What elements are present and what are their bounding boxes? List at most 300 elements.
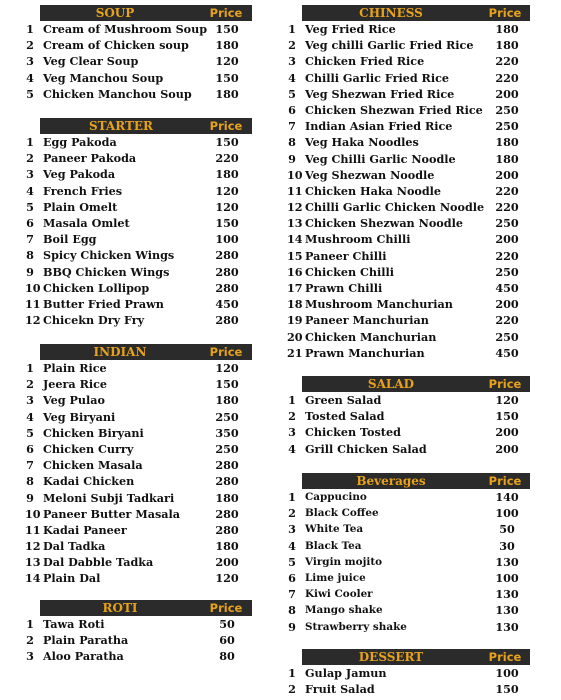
item-price: 100 <box>495 570 519 585</box>
menu-item-row <box>288 570 530 586</box>
item-number: 9 <box>288 151 296 166</box>
menu-item-row <box>26 134 252 150</box>
item-name: Tosted Salad <box>305 409 385 424</box>
item-price: 150 <box>495 409 519 424</box>
starter-section <box>25 118 252 328</box>
item-price: 150 <box>215 377 239 392</box>
menu-item-row <box>287 167 530 183</box>
item-number: 16 <box>287 264 303 279</box>
item-name: Cappucino <box>305 491 367 503</box>
item-name: Chicken Shezwan Noodle <box>305 216 463 231</box>
menu-item-row <box>287 199 530 215</box>
item-name: Gulap Jamun <box>305 666 387 680</box>
item-price: 120 <box>215 361 239 375</box>
item-number: 1 <box>288 490 296 504</box>
item-name: Mango shake <box>305 604 383 617</box>
menu-item-row <box>26 166 252 182</box>
menu-item-row <box>26 490 252 506</box>
item-price: 100 <box>495 506 519 521</box>
item-price: 280 <box>215 313 239 328</box>
item-number: 3 <box>288 425 296 440</box>
item-name: Indian Asian Fried Rice <box>305 119 453 134</box>
item-name: Plain Paratha <box>43 633 129 648</box>
item-number: 3 <box>26 167 34 182</box>
menu-item-row <box>26 457 252 473</box>
item-number: 1 <box>288 22 296 36</box>
item-price: 280 <box>215 280 239 295</box>
item-name: Paneer Chilli <box>305 248 387 263</box>
menu-item-row <box>26 632 252 648</box>
item-price: 30 <box>499 538 515 553</box>
item-name: Egg Pakoda <box>43 135 117 149</box>
item-name: Prawn Chilli <box>305 281 383 295</box>
item-number: 12 <box>287 200 303 215</box>
item-name: White Tea <box>305 523 364 536</box>
item-number: 11 <box>287 183 303 198</box>
menu-item-row <box>26 648 252 664</box>
item-name: Chicken Fried Rice <box>305 54 425 69</box>
item-name: Chicken Lollipop <box>43 280 150 295</box>
item-number: 12 <box>25 539 41 554</box>
item-price: 220 <box>495 70 519 85</box>
item-price: 280 <box>215 522 239 537</box>
item-price: 220 <box>495 313 519 328</box>
item-price: 250 <box>495 119 519 134</box>
price-header: Price <box>488 650 522 664</box>
section-header <box>302 5 530 21</box>
item-price: 450 <box>495 345 519 360</box>
menu-item-row <box>25 280 252 296</box>
item-price: 220 <box>495 54 519 69</box>
menu-item-row <box>288 86 530 102</box>
item-price: 250 <box>495 102 519 117</box>
item-name: Chicken Manchurian <box>305 329 437 344</box>
price-header: Price <box>488 377 522 391</box>
item-name: Mushroom Manchurian <box>305 297 453 312</box>
menu-item-row <box>25 312 252 328</box>
section-title: SOUP <box>95 6 135 20</box>
item-name: Veg Chilli Garlic Noodle <box>305 151 456 166</box>
item-name: Black Tea <box>305 539 362 552</box>
item-name: Green Salad <box>305 393 382 407</box>
item-number: 6 <box>26 441 34 456</box>
item-number: 4 <box>288 441 296 456</box>
item-number: 6 <box>288 102 296 117</box>
item-name: Virgin mojito <box>305 555 383 568</box>
menu-item-row <box>287 329 530 345</box>
item-price: 130 <box>495 603 519 618</box>
item-name: Grill Chicken Salad <box>305 441 427 456</box>
menu-item-row <box>26 183 252 199</box>
item-name: Tawa Roti <box>43 617 105 631</box>
item-number: 1 <box>26 617 34 631</box>
item-price: 200 <box>495 86 519 101</box>
menu-item-row <box>288 118 530 134</box>
menu-item-row <box>287 215 530 231</box>
item-number: 15 <box>287 248 303 263</box>
item-name: Chilli Garlic Chicken Noodle <box>305 200 485 215</box>
item-name: Paneer Manchurian <box>305 313 429 328</box>
item-name: Meloni Subji Tadkari <box>43 490 175 505</box>
menu-item-row <box>288 134 530 150</box>
item-number: 1 <box>26 361 34 375</box>
item-name: Kiwi Cooler <box>305 588 373 601</box>
item-price: 150 <box>215 215 239 230</box>
item-price: 180 <box>215 86 239 101</box>
item-number: 13 <box>25 555 41 570</box>
item-price: 280 <box>215 458 239 473</box>
menu-item-row <box>26 199 252 215</box>
item-number: 2 <box>26 38 34 53</box>
item-name: Veg Shezwan Fried Rice <box>305 86 455 101</box>
item-number: 7 <box>26 458 34 473</box>
menu-item-row <box>287 280 530 296</box>
item-price: 280 <box>215 506 239 521</box>
menu-item-row <box>288 392 530 408</box>
menu-item-row <box>26 37 252 53</box>
item-name: Black Coffee <box>305 507 379 520</box>
item-price: 200 <box>495 167 519 182</box>
item-price: 280 <box>215 248 239 263</box>
item-name: Kadai Chicken <box>43 474 135 489</box>
menu-item-row <box>26 441 252 457</box>
item-price: 220 <box>495 248 519 263</box>
item-number: 21 <box>287 345 303 360</box>
item-name: Veg Clear Soup <box>43 54 139 69</box>
item-number: 1 <box>26 135 34 149</box>
item-number: 5 <box>26 86 34 101</box>
item-name: Lime juice <box>305 571 366 584</box>
menu-item-row <box>26 70 252 86</box>
item-name: Plain Rice <box>43 361 107 375</box>
menu-item-row <box>25 570 252 586</box>
item-price: 250 <box>495 329 519 344</box>
item-name: Chilli Garlic Fried Rice <box>305 70 450 85</box>
menu-item-row <box>288 538 530 554</box>
item-number: 4 <box>26 409 34 424</box>
item-number: 1 <box>288 666 296 680</box>
item-price: 200 <box>215 555 239 570</box>
item-name: Veg Shezwan Noodle <box>305 167 435 182</box>
section-title: INDIAN <box>93 345 147 359</box>
item-price: 80 <box>219 649 235 664</box>
menu-item-row <box>288 489 530 505</box>
menu-item-row <box>288 424 530 440</box>
section-header <box>302 473 530 489</box>
section-header <box>40 600 252 616</box>
item-price: 450 <box>215 296 239 311</box>
item-price: 60 <box>219 633 235 648</box>
item-number: 11 <box>25 296 41 311</box>
item-name: Masala Omlet <box>43 215 130 230</box>
menu-item-row <box>25 506 252 522</box>
item-price: 120 <box>215 199 239 214</box>
menu-item-row <box>287 248 530 264</box>
item-name: Veg Pulao <box>43 393 105 408</box>
menu-item-row <box>287 312 530 328</box>
item-price: 130 <box>495 587 519 602</box>
item-name: Veg Pakoda <box>43 167 116 182</box>
menu-item-row <box>288 151 530 167</box>
roti-section <box>26 600 252 665</box>
item-number: 4 <box>26 70 34 85</box>
item-price: 120 <box>215 54 239 69</box>
item-name: Veg Biryani <box>43 409 116 424</box>
menu-item-row <box>288 441 530 457</box>
item-price: 140 <box>495 490 519 504</box>
chiness-section <box>287 5 530 361</box>
item-number: 3 <box>26 393 34 408</box>
item-number: 7 <box>288 119 296 134</box>
item-price: 350 <box>215 425 239 440</box>
section-header <box>302 649 530 665</box>
item-price: 250 <box>495 216 519 231</box>
menu-item-row <box>26 376 252 392</box>
menu-item-row <box>26 215 252 231</box>
item-number: 2 <box>288 38 296 53</box>
item-price: 180 <box>215 490 239 505</box>
menu-item-row <box>26 473 252 489</box>
item-price: 180 <box>215 167 239 182</box>
item-number: 4 <box>26 183 34 198</box>
item-price: 130 <box>495 554 519 569</box>
item-name: Paneer Butter Masala <box>43 506 181 521</box>
item-number: 10 <box>25 280 41 295</box>
item-price: 180 <box>495 22 519 36</box>
item-price: 100 <box>495 666 519 680</box>
item-price: 250 <box>495 264 519 279</box>
section-header <box>40 118 252 134</box>
item-number: 2 <box>26 151 34 166</box>
item-number: 1 <box>288 393 296 407</box>
menu-item-row <box>26 150 252 166</box>
item-number: 4 <box>288 538 296 553</box>
item-number: 1 <box>26 22 34 36</box>
item-number: 10 <box>287 167 303 182</box>
item-price: 180 <box>495 38 519 53</box>
item-name: Chicken Haka Noodle <box>305 183 442 198</box>
menu-item-row <box>288 37 530 53</box>
menu-item-row <box>26 21 252 37</box>
item-number: 5 <box>26 199 34 214</box>
item-name: French Fries <box>43 183 123 198</box>
price-header: Price <box>488 6 522 20</box>
item-number: 5 <box>288 554 296 569</box>
item-price: 220 <box>215 151 239 166</box>
item-name: Plain Dal <box>43 571 101 586</box>
item-name: Butter Fried Prawn <box>43 296 164 311</box>
item-name: Chicken Tosted <box>305 425 401 440</box>
item-name: Chicken Chilli <box>305 264 395 279</box>
item-name: Chicken Manchou Soup <box>43 86 192 101</box>
item-name: Veg Haka Noodles <box>305 135 419 150</box>
menu-item-row <box>288 70 530 86</box>
item-price: 150 <box>215 135 239 149</box>
item-price: 180 <box>495 135 519 150</box>
menu-item-row <box>287 296 530 312</box>
menu-item-row <box>26 53 252 69</box>
menu-item-row <box>288 53 530 69</box>
item-name: Paneer Pakoda <box>43 151 137 166</box>
item-name: Strawberry shake <box>305 620 407 633</box>
menu-item-row <box>288 681 530 697</box>
item-number: 18 <box>287 297 303 312</box>
item-number: 13 <box>287 216 303 231</box>
item-price: 280 <box>215 264 239 279</box>
price-header: Price <box>488 474 522 488</box>
item-number: 9 <box>26 490 34 505</box>
item-price: 180 <box>215 393 239 408</box>
item-number: 2 <box>288 409 296 424</box>
item-name: Chicken Biryani <box>43 425 144 440</box>
item-name: Veg Fried Rice <box>305 22 396 36</box>
item-price: 180 <box>215 38 239 53</box>
item-number: 8 <box>288 135 296 150</box>
menu-item-row <box>26 392 252 408</box>
item-name: Chicken Shezwan Fried Rice <box>305 102 483 117</box>
item-number: 19 <box>287 313 303 328</box>
item-number: 3 <box>288 54 296 69</box>
item-number: 8 <box>26 248 34 263</box>
item-name: Veg chilli Garlic Fried Rice <box>305 38 474 53</box>
section-title: DESSERT <box>358 650 424 664</box>
price-header: Price <box>209 6 243 20</box>
item-number: 11 <box>25 522 41 537</box>
item-name: Chicken Masala <box>43 458 143 473</box>
item-name: Fruit Salad <box>305 682 375 697</box>
menu-item-row <box>26 360 252 376</box>
item-number: 8 <box>288 603 296 618</box>
item-number: 14 <box>287 232 303 247</box>
item-name: Mushroom Chilli <box>305 232 411 247</box>
item-price: 150 <box>215 22 239 36</box>
menu-item-row <box>288 21 530 37</box>
menu-item-row <box>288 619 530 635</box>
menu-item-row <box>26 231 252 247</box>
item-price: 450 <box>495 281 519 295</box>
menu-item-row <box>287 231 530 247</box>
item-number: 5 <box>288 86 296 101</box>
item-price: 200 <box>495 441 519 456</box>
item-name: Cream of Mushroom Soup <box>43 22 208 36</box>
item-number: 3 <box>26 54 34 69</box>
item-price: 280 <box>215 474 239 489</box>
item-number: 2 <box>288 682 296 697</box>
item-name: Jeera Rice <box>43 377 108 392</box>
menu-item-row <box>288 602 530 618</box>
price-header: Price <box>209 119 243 133</box>
menu-item-row <box>26 86 252 102</box>
menu-item-row <box>25 554 252 570</box>
menu-item-row <box>288 102 530 118</box>
menu-item-row <box>288 665 530 681</box>
item-price: 130 <box>495 619 519 634</box>
item-price: 250 <box>215 409 239 424</box>
section-header <box>40 5 252 21</box>
menu-item-row <box>25 296 252 312</box>
item-name: Spicy Chicken Wings <box>43 248 175 263</box>
item-price: 150 <box>495 682 519 697</box>
item-name: Prawn Manchurian <box>305 345 425 360</box>
item-price: 50 <box>219 617 235 631</box>
item-number: 7 <box>26 232 34 247</box>
menu-item-row <box>287 345 530 361</box>
item-name: Veg Manchou Soup <box>43 70 164 85</box>
item-number: 9 <box>26 264 34 279</box>
menu-item-row <box>26 247 252 263</box>
menu-item-row <box>287 264 530 280</box>
item-price: 250 <box>215 441 239 456</box>
menu-item-row <box>288 586 530 602</box>
indian-section <box>25 344 252 587</box>
item-number: 8 <box>26 474 34 489</box>
item-price: 220 <box>495 200 519 215</box>
item-name: Cream of Chicken soup <box>43 38 189 53</box>
section-header <box>302 376 530 392</box>
menu-item-row <box>26 409 252 425</box>
menu-item-row <box>288 505 530 521</box>
item-number: 9 <box>288 619 296 634</box>
item-number: 6 <box>288 570 296 585</box>
item-number: 6 <box>26 215 34 230</box>
item-name: Chicken Curry <box>43 441 134 456</box>
menu-item-row <box>287 183 530 199</box>
menu-item-row <box>25 522 252 538</box>
item-number: 7 <box>288 587 296 602</box>
item-price: 100 <box>215 232 239 247</box>
item-number: 10 <box>25 506 41 521</box>
item-price: 200 <box>495 425 519 440</box>
menu-item-row <box>288 521 530 537</box>
item-number: 3 <box>26 649 34 664</box>
menu-item-row <box>288 554 530 570</box>
item-number: 12 <box>25 313 41 328</box>
item-number: 2 <box>26 633 34 648</box>
section-title: Beverages <box>356 474 426 488</box>
item-price: 120 <box>495 393 519 407</box>
soup-section <box>26 5 252 102</box>
item-name: Plain Omelt <box>43 199 118 214</box>
item-name: Boil Egg <box>43 232 97 247</box>
menu-item-row <box>26 616 252 632</box>
item-name: Chicekn Dry Fry <box>43 313 145 328</box>
menu-item-row <box>288 408 530 424</box>
item-name: Aloo Paratha <box>43 649 124 664</box>
section-header <box>40 344 252 360</box>
item-price: 180 <box>495 151 519 166</box>
section-title: STARTER <box>88 119 154 133</box>
item-price: 220 <box>495 183 519 198</box>
item-price: 180 <box>215 539 239 554</box>
section-title: SALAD <box>367 377 415 391</box>
section-title: ROTI <box>102 601 138 615</box>
menu-item-row <box>26 264 252 280</box>
item-number: 2 <box>288 506 296 521</box>
item-price: 200 <box>495 232 519 247</box>
item-number: 17 <box>287 281 303 295</box>
item-name: Dal Tadka <box>43 539 106 554</box>
menu-item-row <box>25 538 252 554</box>
item-number: 20 <box>287 329 303 344</box>
menu-item-row <box>26 425 252 441</box>
item-price: 200 <box>495 297 519 312</box>
item-price: 120 <box>215 183 239 198</box>
price-header: Price <box>209 601 243 615</box>
price-header: Price <box>209 345 243 359</box>
item-number: 3 <box>288 522 296 537</box>
beverages-section <box>288 473 530 635</box>
item-price: 50 <box>499 522 515 537</box>
